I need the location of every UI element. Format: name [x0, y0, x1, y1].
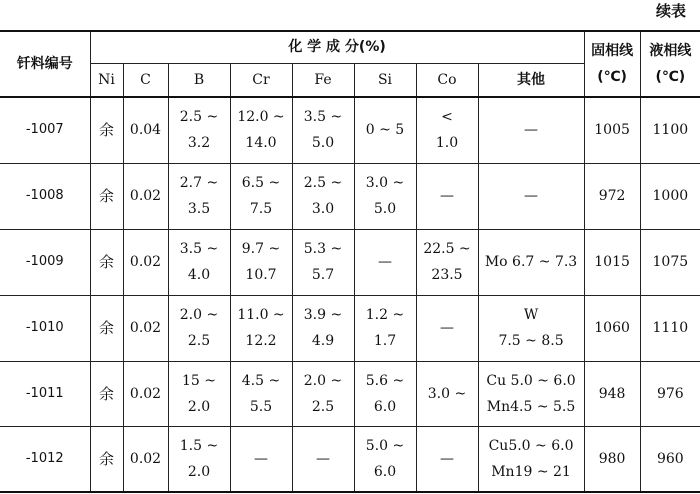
grade-cell: -1007	[0, 97, 90, 163]
table-cell: 0.02	[123, 229, 168, 295]
table-cell: 4.5 ~ 5.5	[230, 361, 292, 426]
table-cell: 5.0 ~ 6.0	[354, 426, 416, 492]
table-cell: 2.5 ~ 3.0	[292, 163, 354, 229]
table-cell: 1.2 ~ 1.7	[354, 295, 416, 361]
table-row	[0, 97, 700, 163]
table-cell: 1100	[640, 97, 700, 163]
table-cell: 2.5 ~ 3.2	[168, 97, 230, 163]
table-cell: 9.7 ~ 10.7	[230, 229, 292, 295]
table-cell: 5.6 ~ 6.0	[354, 361, 416, 426]
table-cell: 0.02	[123, 426, 168, 492]
table-cell: 余	[90, 163, 123, 229]
table-cell: 1060	[584, 295, 640, 361]
continued-label: 续表	[655, 2, 686, 20]
table-row	[0, 361, 700, 426]
header-element: 其他	[478, 63, 584, 97]
table-cell: 12.0 ~ 14.0	[230, 97, 292, 163]
table-cell: W 7.5 ~ 8.5	[478, 295, 584, 361]
table-cell: —	[230, 426, 292, 492]
grade-cell: -1010	[0, 295, 90, 361]
header-grade: 钎料编号	[0, 31, 90, 97]
table-cell: 1110	[640, 295, 700, 361]
table-cell: 1000	[640, 163, 700, 229]
table-cell: 0.02	[123, 361, 168, 426]
table-cell: —	[416, 163, 478, 229]
composition-table	[0, 30, 700, 493]
header-element: Fe	[292, 63, 354, 97]
table-cell: 6.5 ~ 7.5	[230, 163, 292, 229]
table-cell: < 1.0	[416, 97, 478, 163]
table-cell: 0 ~ 5	[354, 97, 416, 163]
table-cell: 5.3 ~ 5.7	[292, 229, 354, 295]
table-cell: 余	[90, 361, 123, 426]
table-cell: 余	[90, 229, 123, 295]
table-cell: 1075	[640, 229, 700, 295]
table-cell: 960	[640, 426, 700, 492]
grade-cell: -1008	[0, 163, 90, 229]
header-element: Ni	[90, 63, 123, 97]
table-cell: 976	[640, 361, 700, 426]
table-cell: 1.5 ~ 2.0	[168, 426, 230, 492]
grade-cell: -1009	[0, 229, 90, 295]
table-row	[0, 163, 700, 229]
table-cell: 980	[584, 426, 640, 492]
table-cell: 1005	[584, 97, 640, 163]
table-cell: Cu 5.0 ~ 6.0 Mn4.5 ~ 5.5	[478, 361, 584, 426]
header-element: Cr	[230, 63, 292, 97]
table-cell: 948	[584, 361, 640, 426]
table-cell: 3.9 ~ 4.9	[292, 295, 354, 361]
header-solidus: 固相线 (℃)	[584, 31, 640, 97]
table-cell: 余	[90, 295, 123, 361]
table-row	[0, 426, 700, 492]
table-cell: —	[292, 426, 354, 492]
header-element: B	[168, 63, 230, 97]
table-cell: 0.04	[123, 97, 168, 163]
table-cell: —	[416, 295, 478, 361]
table-cell: 2.7 ~ 3.5	[168, 163, 230, 229]
table-cell: —	[354, 229, 416, 295]
table-cell: 0.02	[123, 295, 168, 361]
table-cell: 15 ~ 2.0	[168, 361, 230, 426]
header-element: Si	[354, 63, 416, 97]
table-cell: 972	[584, 163, 640, 229]
header-liquidus: 液相线 (℃)	[640, 31, 700, 97]
table-cell: —	[478, 97, 584, 163]
table-cell: —	[478, 163, 584, 229]
header-element: Co	[416, 63, 478, 97]
table-cell: 1015	[584, 229, 640, 295]
table-cell: 余	[90, 97, 123, 163]
table-cell: 3.5 ~ 4.0	[168, 229, 230, 295]
table-cell: 余	[90, 426, 123, 492]
table-cell: 22.5 ~ 23.5	[416, 229, 478, 295]
header-composition: 化 学 成 分(%)	[90, 31, 584, 63]
table-cell: 2.0 ~ 2.5	[292, 361, 354, 426]
grade-cell: -1011	[0, 361, 90, 426]
table-row	[0, 229, 700, 295]
table-cell: Cu5.0 ~ 6.0 Mn19 ~ 21	[478, 426, 584, 492]
table-row	[0, 295, 700, 361]
table-cell: 0.02	[123, 163, 168, 229]
table-cell: Mo 6.7 ~ 7.3	[478, 229, 584, 295]
table-cell: 3.0 ~ 5.0	[354, 163, 416, 229]
table-cell: 2.0 ~ 2.5	[168, 295, 230, 361]
table-cell: —	[416, 426, 478, 492]
table-cell: 3.5 ~ 5.0	[292, 97, 354, 163]
header-element: C	[123, 63, 168, 97]
table-body	[0, 97, 700, 492]
table-cell: 11.0 ~ 12.2	[230, 295, 292, 361]
table-cell: 3.0 ~	[416, 361, 478, 426]
grade-cell: -1012	[0, 426, 90, 492]
